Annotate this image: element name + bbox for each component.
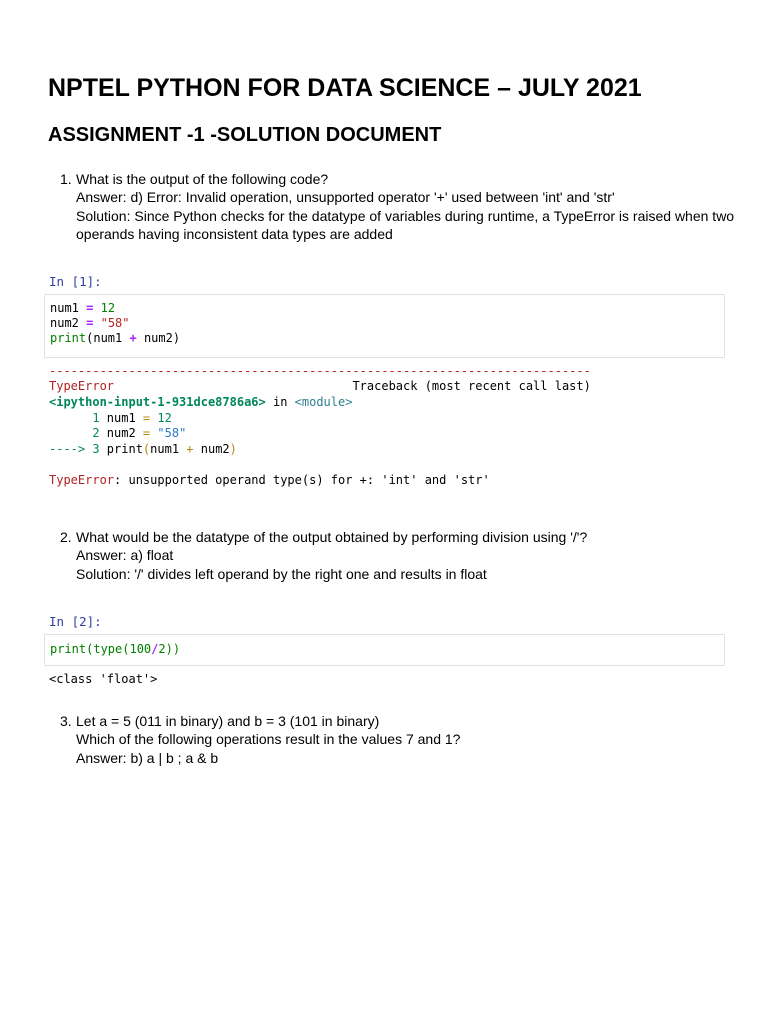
answer-text: Answer: d) Error: Invalid operation, unsupported operator '+' used between 'int' and 'str' — [76, 189, 615, 206]
question-text: Let a = 5 (011 in binary) and b = 3 (101 in binary) — [76, 713, 380, 729]
traceback-separator: --------------------------------------------------------------------------- — [49, 364, 591, 378]
solution-text-cont: operands having inconsistent data types are added — [76, 225, 393, 242]
answer-text: Answer: a) float — [76, 547, 174, 564]
answer-text: Answer: b) a | b ; a & b — [76, 749, 219, 766]
code-line-1: print(type(100/2)) — [50, 642, 181, 656]
code-line-3: print(num1 + num2) — [50, 331, 181, 345]
code-cell-1[interactable] — [44, 294, 725, 358]
question-text: What would be the datatype of the output obtained by performing division using '/'? — [76, 529, 588, 545]
traceback-line-2: 2 num2 = "58" — [49, 426, 187, 440]
solution-text: Solution: '/' divides left operand by the right one and results in float — [76, 565, 487, 582]
question-number: 1. — [60, 171, 72, 187]
document-subtitle: ASSIGNMENT -1 -SOLUTION DOCUMENT — [48, 124, 442, 146]
code-cell-2[interactable] — [44, 634, 725, 666]
question-number: 3. — [60, 713, 72, 729]
cell-prompt-2: In [2]: — [49, 614, 102, 629]
traceback-line-3: ----> 3 print(num1 + num2) — [49, 442, 237, 456]
question-3 — [60, 712, 460, 767]
code-line-1: num1 = 12 — [50, 301, 116, 315]
question-1 — [60, 170, 734, 243]
question-2 — [60, 528, 587, 583]
question-text: What is the output of the following code? — [76, 171, 329, 187]
code-line-2: num2 = "58" — [50, 316, 130, 330]
solution-text: Solution: Since Python checks for the datatype of variables during runtime, a TypeError is raised when two — [76, 207, 735, 224]
traceback-error-message: TypeError: unsupported operand type(s) for +: 'int' and 'str' — [49, 473, 490, 487]
document-title: NPTEL PYTHON FOR DATA SCIENCE – JULY 2021 — [48, 74, 642, 102]
question-number: 2. — [60, 529, 72, 545]
traceback-line-1: 1 num1 = 12 — [49, 411, 172, 425]
cell-output-2: <class 'float'> — [49, 672, 158, 686]
question-text-cont: Which of the following operations result in the values 7 and 1? — [76, 731, 461, 748]
cell-prompt-1: In [1]: — [49, 274, 102, 289]
traceback-location: <ipython-input-1-931dce8786a6> in <module> — [49, 395, 353, 409]
traceback-header: TypeError Traceback (most recent call last) — [49, 379, 591, 393]
